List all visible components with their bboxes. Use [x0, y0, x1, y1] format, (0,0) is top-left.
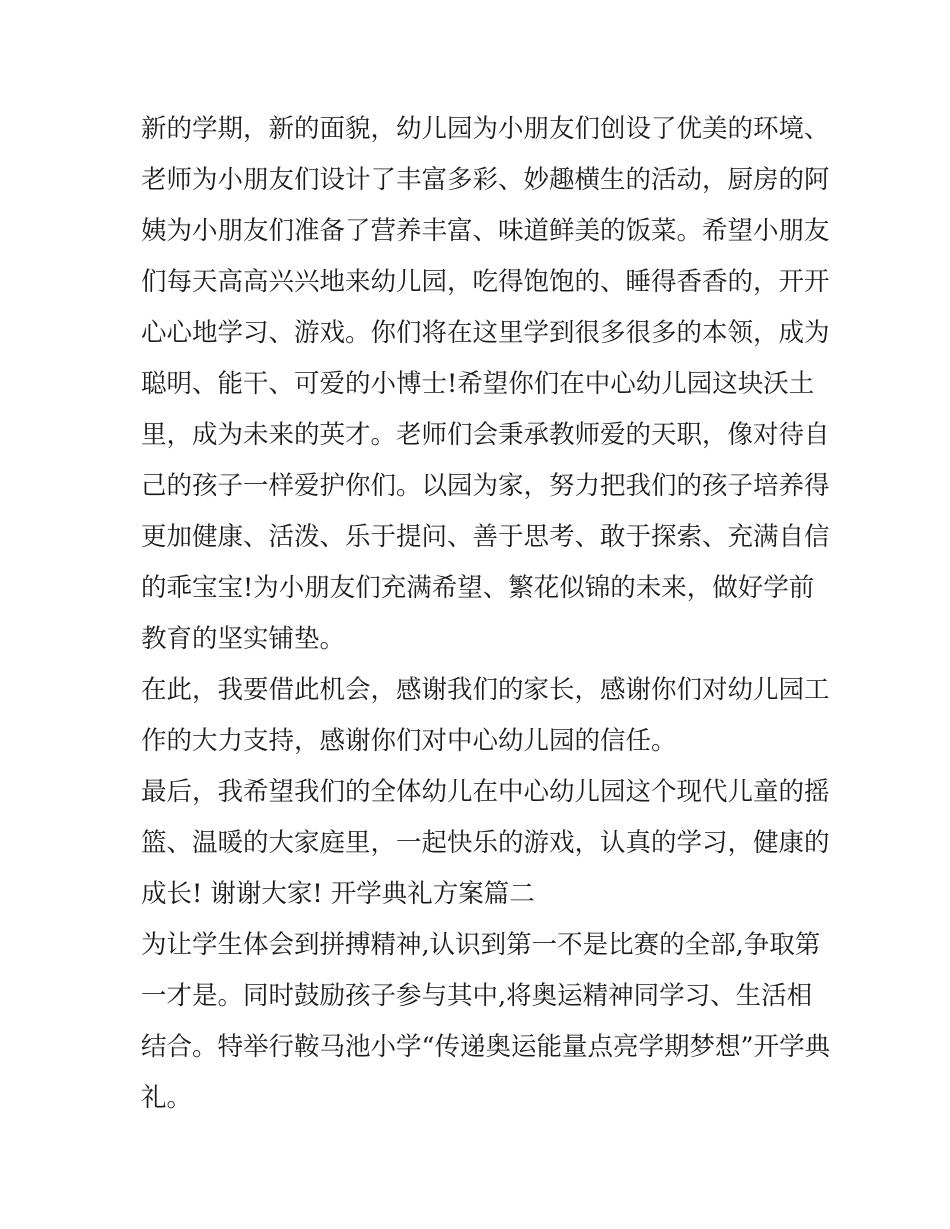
text-line: 己的孩子一样爱护你们。以园为家，努力把我们的孩子培养得: [141, 471, 830, 501]
text-line: 成长! 谢谢大家! 开学典礼方案篇二: [141, 879, 535, 909]
document-body: [141, 104, 831, 1124]
text-line: 新的学期，新的面貌，幼儿园为小朋友们创设了优美的环境、: [141, 114, 830, 144]
text-line: 老师为小朋友们设计了丰富多彩、妙趣横生的活动，厨房的阿: [141, 165, 830, 195]
text-line: 的乖宝宝!为小朋友们充满希望、繁花似锦的未来，做好学前: [141, 573, 815, 603]
text-line: 篮、温暖的大家庭里，一起快乐的游戏，认真的学习，健康的: [141, 828, 830, 858]
text-line: 更加健康、活泼、乐于提问、善于思考、敢于探索、充满自信: [141, 522, 830, 552]
text-line: 里，成为未来的英才。老师们会秉承教师爱的天职，像对待自: [141, 420, 830, 450]
text-line: 在此，我要借此机会，感谢我们的家长，感谢你们对幼儿园工: [141, 675, 830, 705]
text-line: 结合。特举行鞍马池小学“传递奥运能量点亮学期梦想”开学典: [141, 1032, 831, 1062]
text-line: 作的大力支持，感谢你们对中心幼儿园的信任。: [141, 726, 677, 756]
text-line: 为让学生体会到拼搏精神,认识到第一不是比赛的全部,争取第: [141, 930, 821, 960]
text-line: 心心地学习、游戏。你们将在这里学到很多很多的本领，成为: [141, 318, 830, 348]
text-line: 姨为小朋友们准备了营养丰富、味道鲜美的饭菜。希望小朋友: [141, 216, 830, 246]
text-line: 一才是。同时鼓励孩子参与其中,将奥运精神同学习、生活相: [141, 981, 813, 1011]
text-line: 聪明、能干、可爱的小博士!希望你们在中心幼儿园这块沃土: [141, 369, 815, 399]
text-line: 礼。: [141, 1083, 193, 1113]
text-line: 教育的坚实铺垫。: [141, 624, 346, 654]
text-line: 最后，我希望我们的全体幼儿在中心幼儿园这个现代儿童的摇: [141, 777, 830, 807]
text-line: 们每天高高兴兴地来幼儿园，吃得饱饱的、睡得香香的，开开: [141, 267, 830, 297]
